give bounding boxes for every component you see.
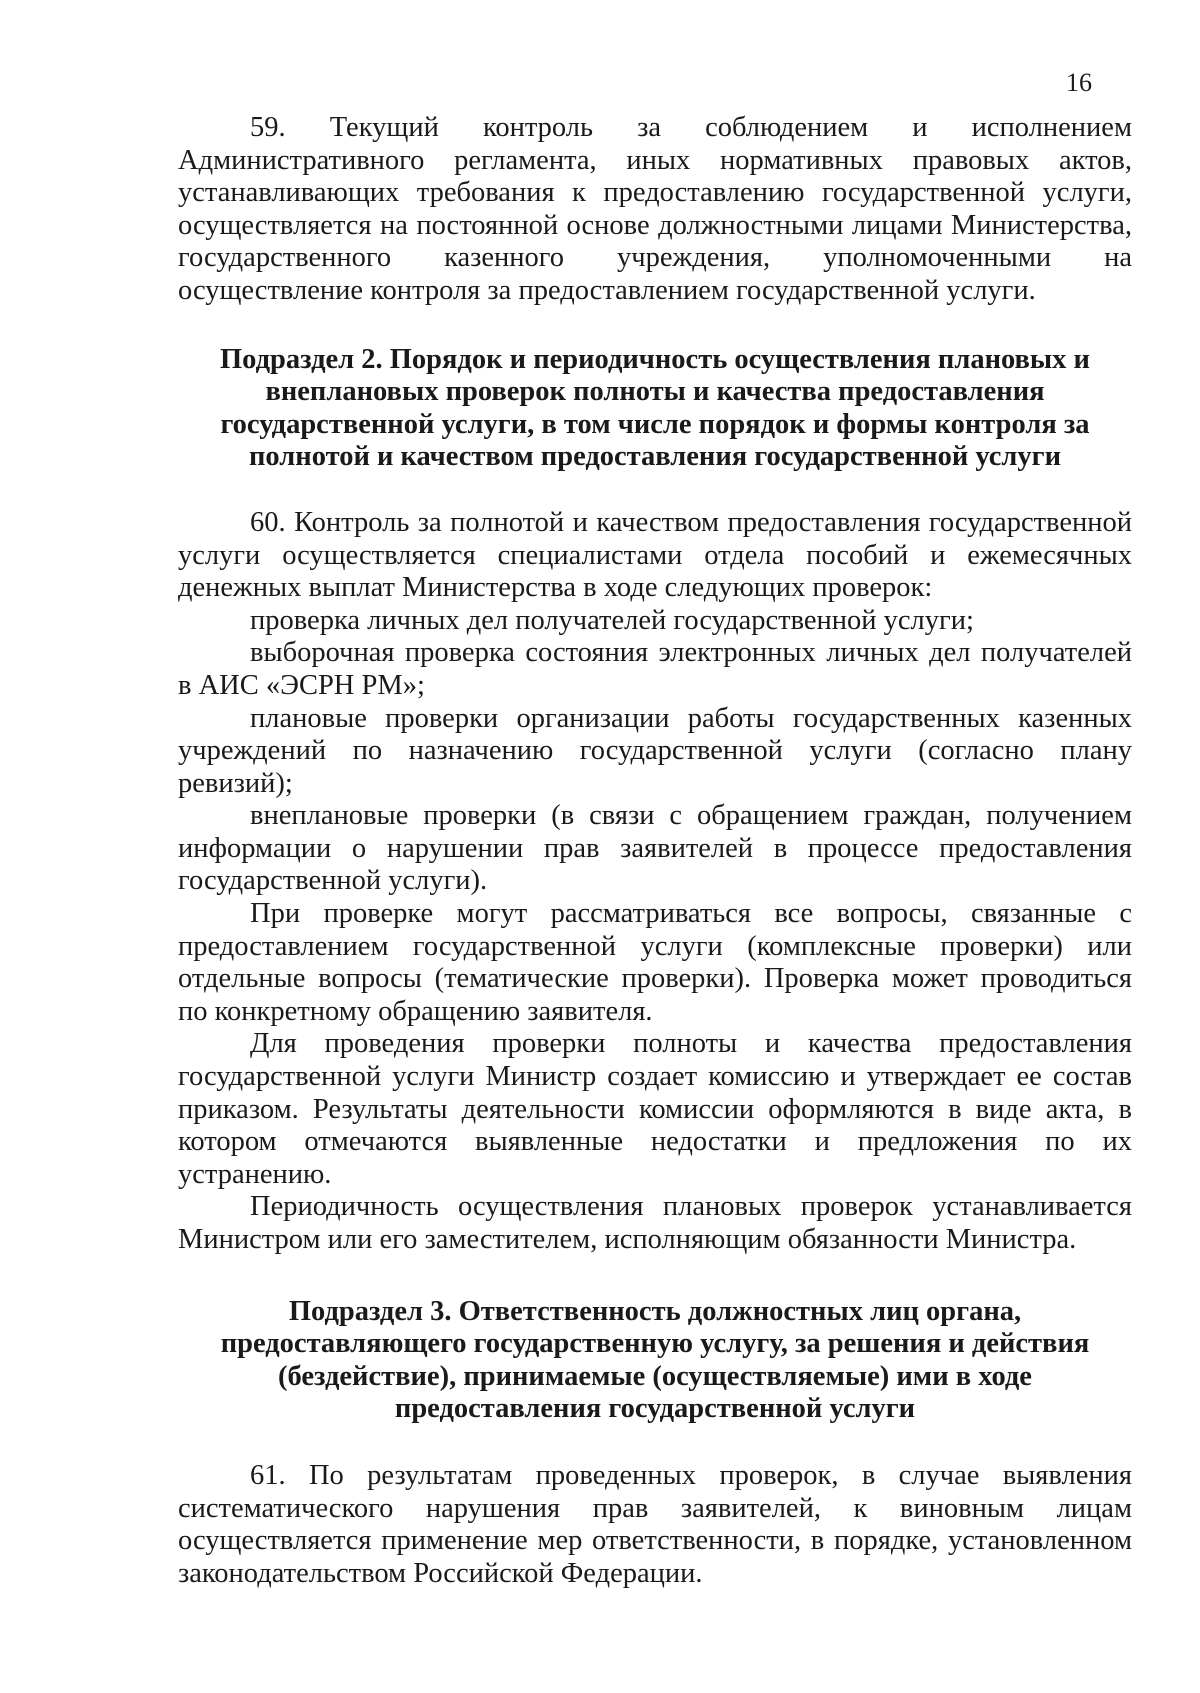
heading-line: (бездействие), принимаемые (осуществляемые) ими в ходе <box>278 1360 1032 1392</box>
document-body <box>178 112 1132 1590</box>
subsection-2-heading <box>178 344 1132 474</box>
page-number: 16 <box>1066 68 1092 97</box>
paragraph-60-item-3: плановые проверки организации работы государственных казенных учреждений по назначению государственной услуги (согласно плану ревизий); <box>178 702 1132 799</box>
paragraph-59: 59. Текущий контроль за соблюдением и исполнением Административного регламента, иных нормативных правовых актов, устанавливающих требования к предоставлению государственной услуги, осуществляется на постоянной основе должностными лицами Министерства, государственного казенного учреждения, уполномоченными на осуществление контроля за предоставлением государственной услуги. <box>178 112 1132 306</box>
paragraph-60-text-2: Для проведения проверки полноты и качества предоставления государственной услуги Министр создает комиссию и утверждает ее состав приказом. Результаты деятельности комиссии оформляются в виде акта, в котором отмечаются выявленные недостатки и предложения по их устранению. <box>178 1028 1132 1190</box>
heading-line: предоставления государственной услуги <box>394 1393 916 1425</box>
heading-line: предоставляющего государственную услугу, за решения и действия <box>220 1328 1090 1360</box>
subsection-3-heading <box>178 1296 1132 1426</box>
paragraph-60-item-1: проверка личных дел получателей государственной услуги; <box>250 604 974 636</box>
paragraph-61: 61. По результатам проведенных проверок, в случае выявления систематического нарушения прав заявителей, к виновным лицам осуществляется применение мер ответственности, в порядке, установленном законодательством Российской Федерации. <box>178 1459 1132 1589</box>
heading-line: государственной услуги, в том числе порядок и формы контроля за <box>220 408 1090 440</box>
heading-line: Подраздел 3. Ответственность должностных лиц органа, <box>288 1295 1022 1327</box>
heading-line: внеплановых проверок полноты и качества предоставления <box>265 376 1045 408</box>
heading-line: полнотой и качеством предоставления государственной услуги <box>249 441 1061 473</box>
heading-line: Подраздел 2. Порядок и периодичность осуществления плановых и <box>220 343 1090 375</box>
paragraph-60-item-2: выборочная проверка состояния электронных личных дел получателей в АИС «ЭСРН РМ»; <box>178 637 1132 701</box>
paragraph-60-text-1: При проверке могут рассматриваться все вопросы, связанные с предоставлением государственной услуги (комплексные проверки) или отдельные вопросы (тематические проверки). Проверка может проводиться по конкретному обращению заявителя. <box>178 898 1132 1027</box>
paragraph-60-item-4: внеплановые проверки (в связи с обращением граждан, получением информации о нарушении прав заявителей в процессе предоставления государственной услуги). <box>178 800 1132 897</box>
paragraph-60: 60. Контроль за полнотой и качеством предоставления государственной услуги осуществляется специалистами отдела пособий и ежемесячных денежных выплат Министерства в ходе следующих проверок: <box>178 506 1132 604</box>
paragraph-60-text-3: Периодичность осуществления плановых проверок устанавливается Министром или его заместителем, исполняющим обязанности Министра. <box>178 1191 1132 1255</box>
